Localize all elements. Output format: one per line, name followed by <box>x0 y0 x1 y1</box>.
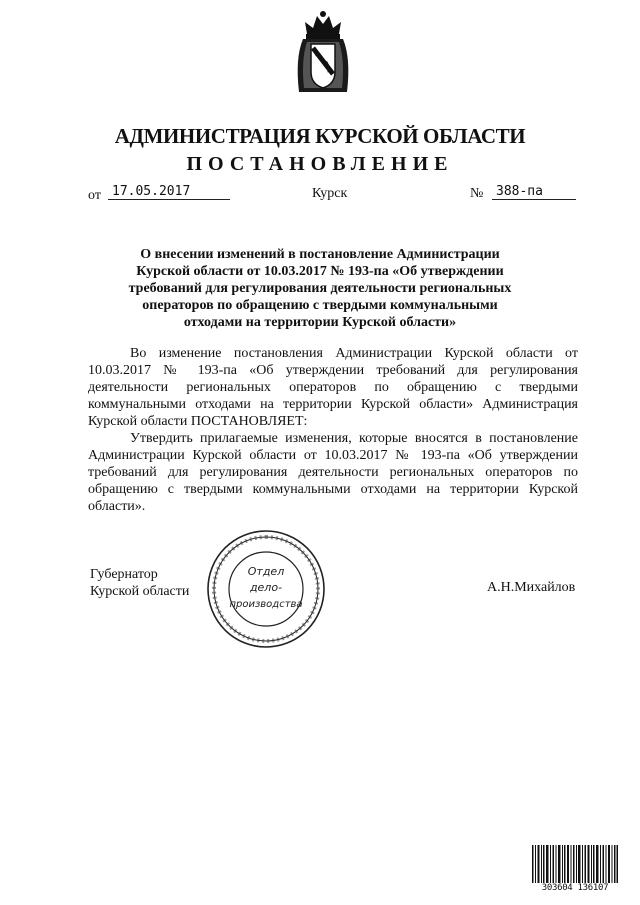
document-type-title: ПОСТАНОВЛЕНИЕ <box>186 153 454 175</box>
stamp-line: производства <box>229 599 303 610</box>
subject-line: О внесении изменений в постановление Администрации <box>140 247 500 262</box>
body-paragraph: Утвердить прилагаемые изменения, которые вносятся в постановление Администрации Курской области от 10.03.2017 № 193-па «Об утверждении требований для регулирования деятельности региональных операторов по обращению с твердыми коммунальными отходами на территории Курской области». <box>88 431 578 514</box>
document-subject <box>100 246 540 331</box>
subject-line: отходами на территории Курской области» <box>183 315 457 330</box>
number-label: № <box>470 186 484 201</box>
subject-line: операторов по обращению с твердыми коммунальными <box>142 298 498 313</box>
stamp-line: дело- <box>249 581 283 594</box>
date-label: от <box>88 188 101 203</box>
city-name: Курск <box>312 186 348 201</box>
document-body <box>88 345 578 515</box>
barcode-number: 303604 136107 <box>532 883 618 893</box>
document-number: 388-па <box>492 184 576 200</box>
body-paragraph: Во изменение постановления Администрации Курской области от 10.03.2017 № 193-па «Об утверждении требований для регулирования деятельности региональных операторов по обращению с твердыми коммунальными отходами на территории Курской области» Администрация Курской области ПОСТАНОВЛЯЕТ: <box>88 346 578 429</box>
stamp-line: Отдел <box>247 565 285 578</box>
subject-line: требований для регулирования деятельности региональных <box>128 281 512 296</box>
coat-of-arms-emblem <box>293 8 353 100</box>
signer-position-line: Курской области <box>90 584 190 599</box>
organization-title: АДМИНИСТРАЦИЯ КУРСКОЙ ОБЛАСТИ <box>114 124 526 148</box>
subject-line: Курской области от 10.03.2017 № 193-па «Об утверждении <box>136 264 504 279</box>
document-meta-row <box>0 184 640 208</box>
signer-position <box>90 566 189 600</box>
signer-name: А.Н.Михайлов <box>487 580 576 595</box>
signer-position-line: Губернатор <box>90 567 158 582</box>
official-stamp <box>204 527 328 651</box>
document-date: 17.05.2017 <box>108 184 230 200</box>
